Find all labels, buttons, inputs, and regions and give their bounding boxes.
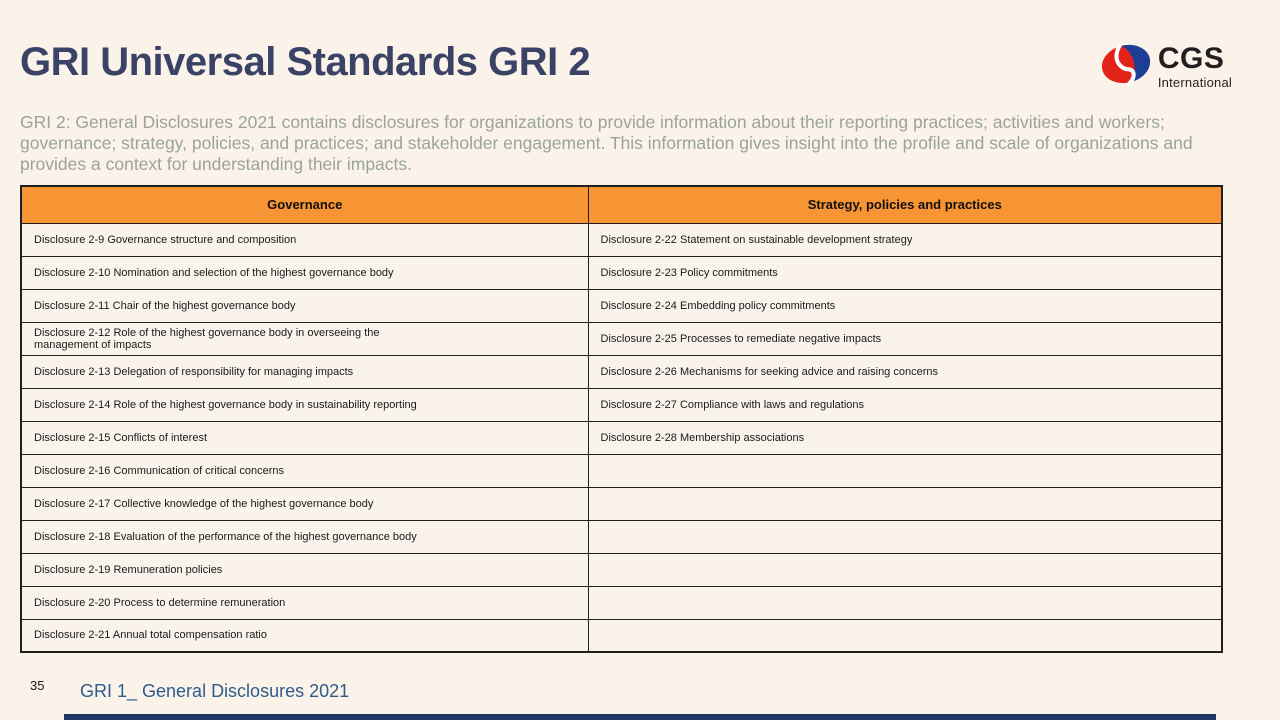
table-cell: Disclosure 2-16 Communication of critical concerns <box>21 454 588 487</box>
table-cell: Disclosure 2-20 Process to determine remuneration <box>21 586 588 619</box>
table-row <box>21 388 1222 421</box>
table-row <box>21 355 1222 388</box>
table-row <box>21 289 1222 322</box>
footer-label: GRI 1_ General Disclosures 2021 <box>80 681 350 701</box>
table-cell: Disclosure 2-25 Processes to remediate negative impacts <box>588 322 1222 355</box>
table-cell: Disclosure 2-17 Collective knowledge of the highest governance body <box>21 487 588 520</box>
table-cell <box>588 520 1222 553</box>
table-cell: Disclosure 2-10 Nomination and selection of the highest governance body <box>21 256 588 289</box>
table-cell: Disclosure 2-27 Compliance with laws and regulations <box>588 388 1222 421</box>
table-row <box>21 487 1222 520</box>
column-header-governance: Governance <box>21 186 588 223</box>
page-title: GRI Universal Standards GRI 2 <box>20 40 591 84</box>
cgs-logo <box>1100 40 1232 93</box>
table-cell-text: Disclosure 2-12 Role of the highest governance body in overseeing the management of impacts <box>34 326 380 351</box>
table-row <box>21 586 1222 619</box>
table-cell: Disclosure 2-24 Embedding policy commitments <box>588 289 1222 322</box>
table-row <box>21 454 1222 487</box>
disclosures-table <box>20 185 1223 653</box>
table-cell: Disclosure 2-13 Delegation of responsibility for managing impacts <box>21 355 588 388</box>
table-row <box>21 553 1222 586</box>
table-row <box>21 256 1222 289</box>
table-cell <box>21 322 588 355</box>
table-cell: Disclosure 2-14 Role of the highest governance body in sustainability reporting <box>21 388 588 421</box>
table-cell: Disclosure 2-21 Annual total compensation ratio <box>21 619 588 652</box>
column-header-strategy: Strategy, policies and practices <box>588 186 1222 223</box>
table-cell: Disclosure 2-18 Evaluation of the performance of the highest governance body <box>21 520 588 553</box>
logo-name: CGS <box>1157 42 1225 75</box>
page-number: 35 <box>30 678 45 693</box>
table-cell: Disclosure 2-22 Statement on sustainable development strategy <box>588 223 1222 256</box>
bottom-accent-bar <box>64 714 1216 720</box>
table-cell <box>588 586 1222 619</box>
table-cell: Disclosure 2-15 Conflicts of interest <box>21 421 588 454</box>
table-cell: Disclosure 2-11 Chair of the highest governance body <box>21 289 588 322</box>
table-cell: Disclosure 2-26 Mechanisms for seeking advice and raising concerns <box>588 355 1222 388</box>
table-cell <box>588 553 1222 586</box>
table-cell <box>588 454 1222 487</box>
table-row <box>21 619 1222 652</box>
cgs-swirl-icon <box>1100 40 1152 93</box>
table-cell <box>588 487 1222 520</box>
table-row <box>21 223 1222 256</box>
table-row <box>21 421 1222 454</box>
table-cell: Disclosure 2-28 Membership associations <box>588 421 1222 454</box>
table-cell: Disclosure 2-9 Governance structure and composition <box>21 223 588 256</box>
table-cell: Disclosure 2-23 Policy commitments <box>588 256 1222 289</box>
logo-subname: International <box>1157 75 1232 90</box>
intro-paragraph: GRI 2: General Disclosures 2021 contains disclosures for organizations to provide information about their reporting practices; activities and workers; governance; strategy, policies, and practices; and stakeholder engagement. This information gives insight into the profile and scale of organizations and provides a context for understanding their impacts. <box>20 112 1193 174</box>
table-row <box>21 520 1222 553</box>
table-cell <box>588 619 1222 652</box>
table-cell: Disclosure 2-19 Remuneration policies <box>21 553 588 586</box>
table-row <box>21 322 1222 355</box>
table-header-row <box>21 186 1222 223</box>
